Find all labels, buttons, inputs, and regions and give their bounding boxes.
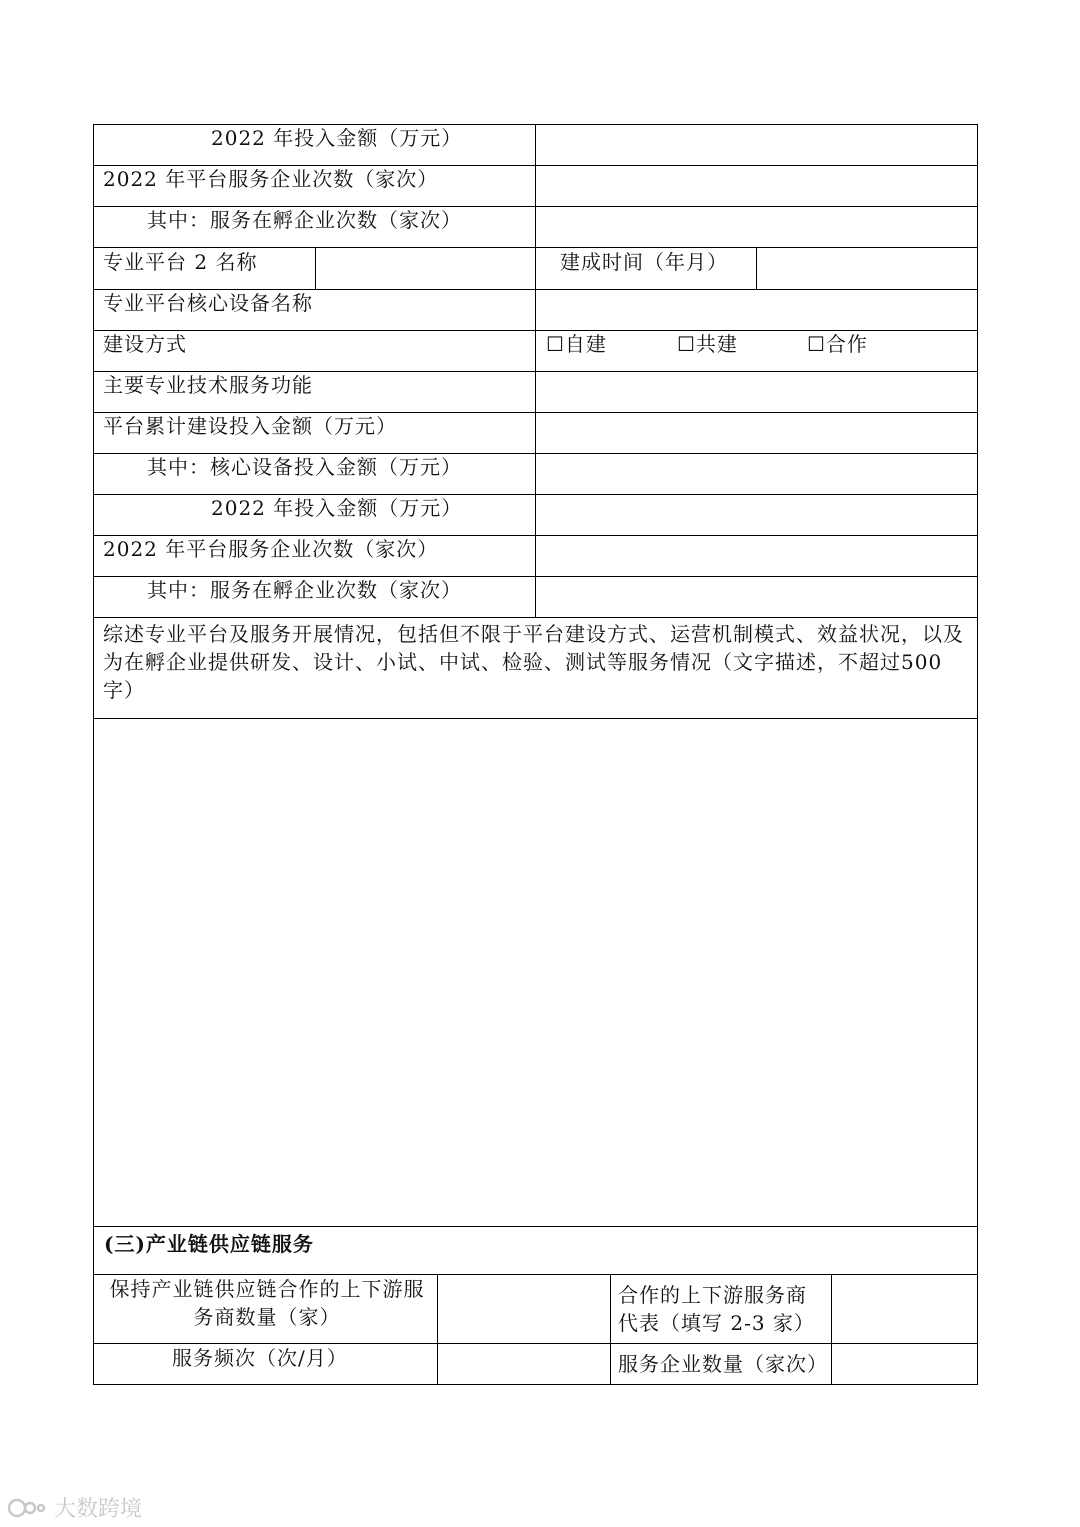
cumulative-investment-label: 平台累计建设投入金额（万元） <box>103 414 397 438</box>
col-line <box>535 289 536 617</box>
incubated-service-count-label: 其中：服务在孵企业次数（家次） <box>147 208 462 232</box>
service-count-2022-label: 2022 年平台服务企业次数（家次） <box>103 167 439 191</box>
core-equipment-label: 专业平台核心设备名称 <box>103 291 313 315</box>
served-enterprises-label: 服务企业数量（家次） <box>618 1352 828 1376</box>
investment-2022-label-2: 2022 年投入金额（万元） <box>211 496 463 520</box>
service-frequency-label: 服务频次（次/月） <box>172 1346 348 1370</box>
construction-mode-label: 建设方式 <box>103 332 187 356</box>
col-line <box>437 1274 438 1384</box>
watermark <box>8 1492 142 1523</box>
summary-prompt: 综述专业平台及服务开展情况，包括但不限于平台建设方式、运营机制模式、效益状况，以及为在孵企业提供研发、设计、小试、中试、检验、测试等服务情况（文字描述，不超过500 字） <box>103 622 964 702</box>
partner-count-label: 保持产业链供应链合作的上下游服务商数量（家） <box>109 1277 425 1329</box>
col-line <box>756 247 757 289</box>
platform2-name-label: 专业平台 2 名称 <box>103 250 258 274</box>
col-line <box>535 247 536 289</box>
brand-logo-icon <box>8 1497 48 1519</box>
col-line <box>831 1274 832 1384</box>
option-cooperation-checkbox[interactable]: ☐合作 <box>807 332 868 356</box>
col-line <box>315 247 316 289</box>
section3-title: (三)产业链供应链服务 <box>104 1232 314 1256</box>
col-line <box>610 1274 611 1384</box>
core-equipment-investment-label: 其中：核心设备投入金额（万元） <box>147 455 462 479</box>
partner-representatives-label: 合作的上下游服务商代表（填写 2-3 家） <box>618 1283 815 1335</box>
row-line <box>93 718 978 719</box>
row-line <box>93 617 978 618</box>
table-right-border <box>977 124 978 1385</box>
build-time-label: 建成时间（年月） <box>560 250 728 274</box>
watermark-text: 大数跨境 <box>54 1497 143 1522</box>
option-self-build-checkbox[interactable]: ☐自建 <box>546 332 607 356</box>
table-left-border <box>93 124 94 1385</box>
col-line <box>535 124 536 247</box>
investment-2022-label: 2022 年投入金额（万元） <box>211 126 463 150</box>
option-co-build-checkbox[interactable]: ☐共建 <box>677 332 738 356</box>
service-count-2022-label-2: 2022 年平台服务企业次数（家次） <box>103 537 439 561</box>
incubated-service-count-label-2: 其中：服务在孵企业次数（家次） <box>147 578 462 602</box>
row-line <box>93 1226 978 1227</box>
main-function-label: 主要专业技术服务功能 <box>103 373 313 397</box>
row-line <box>93 1384 978 1385</box>
